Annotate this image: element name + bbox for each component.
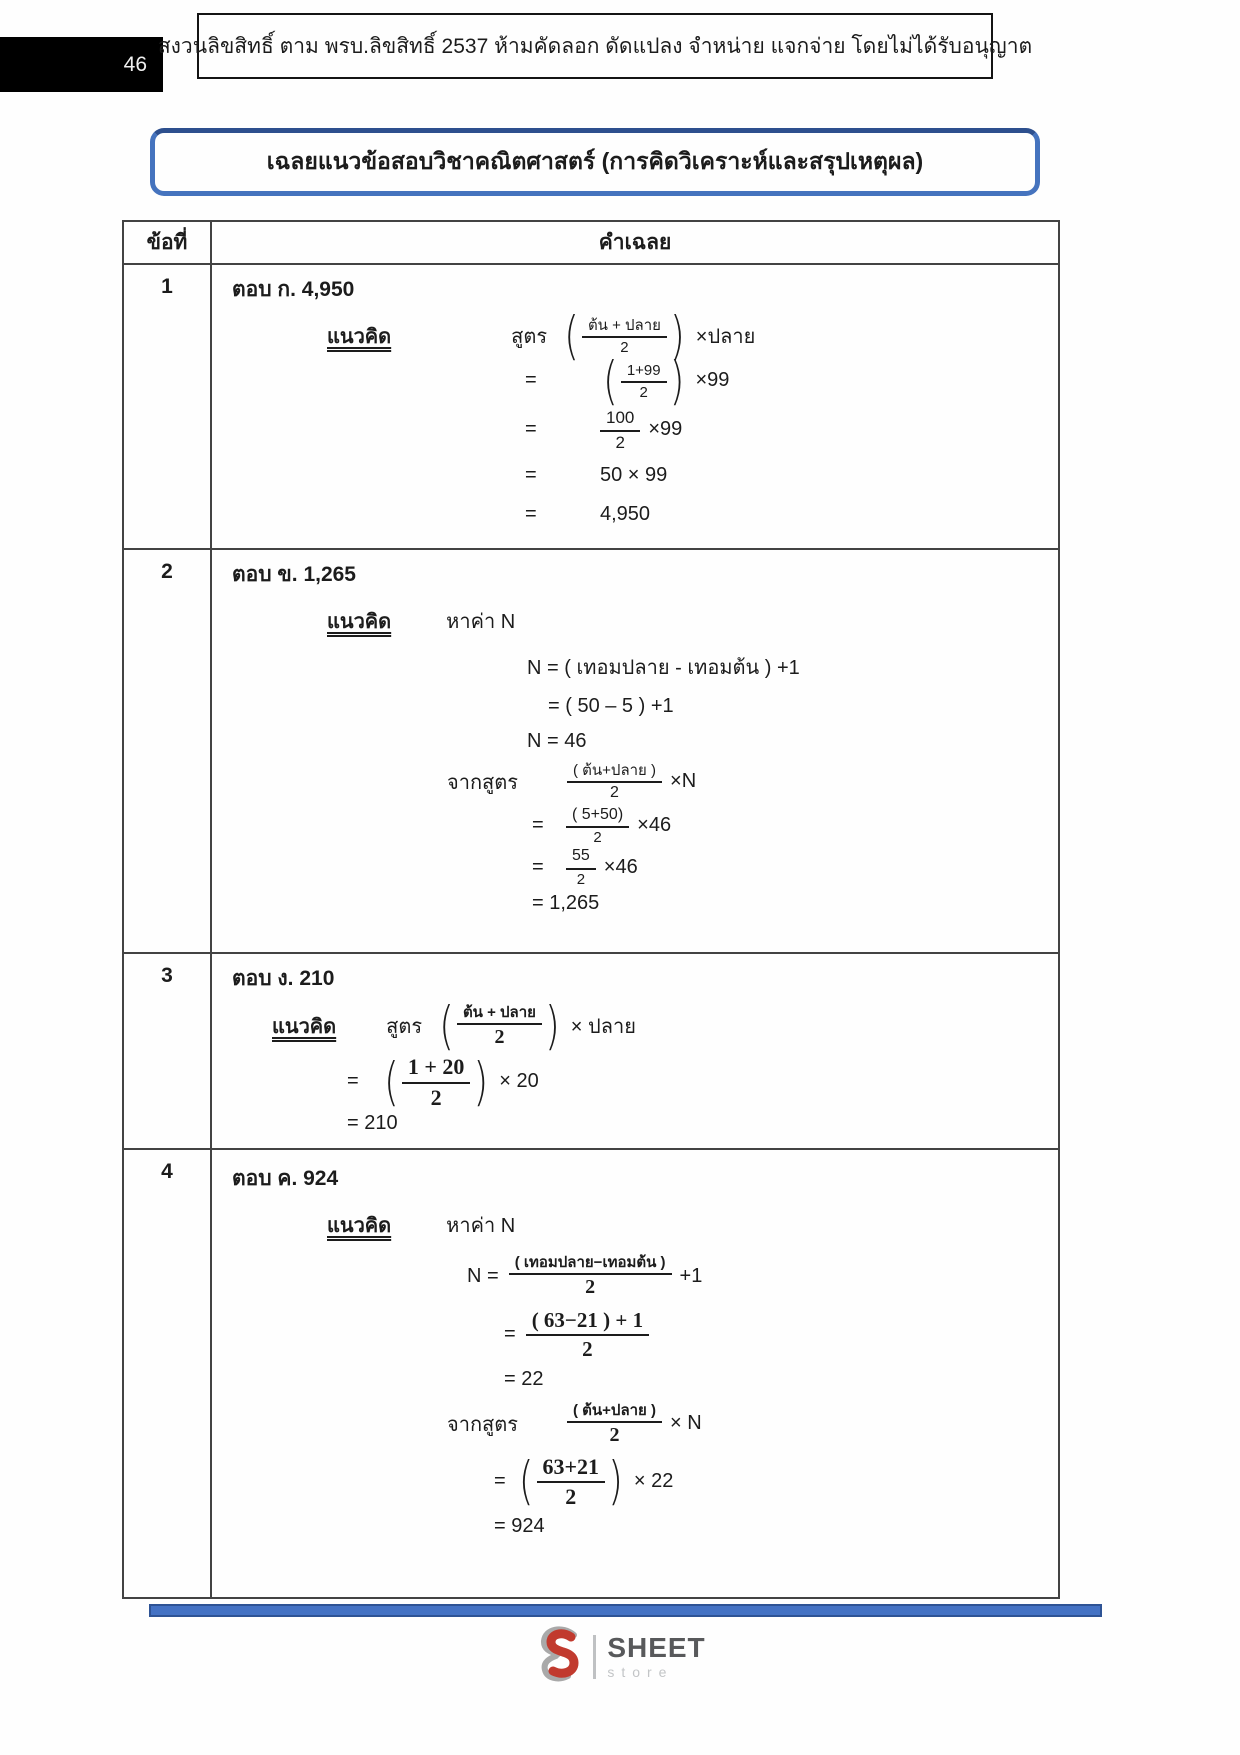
fraction-numerator: ( ต้น+ปลาย ) — [567, 761, 662, 783]
question-number: 3 — [123, 953, 211, 1149]
logo-divider — [593, 1635, 596, 1679]
formula-line — [232, 503, 1048, 526]
formula-line: แนวคิด สูตร ( $\frac{\text{ต้น + ปลาย}}{2}$ ) × ปลาย — [272, 996, 636, 1056]
fraction-denominator: 2 — [610, 784, 619, 802]
formula-line: = ( $\frac{63+21}{2}$ ) × 22 — [494, 1451, 674, 1511]
answer-cell — [211, 1149, 1059, 1598]
formula-label: สูตร — [511, 326, 548, 349]
fraction — [537, 1453, 606, 1510]
logo-sheet-text: SHEET — [607, 1632, 706, 1663]
formula-line — [232, 730, 1048, 753]
col-header-answer: คำเฉลย — [211, 221, 1059, 264]
formula-label: จากสูตร — [447, 771, 518, 794]
formula-line — [232, 761, 1048, 803]
answer-text: ตอบ ง. 210 — [232, 967, 335, 990]
col-header-no: ข้อที่ — [123, 221, 211, 264]
formula-text: = 210 — [347, 1111, 398, 1134]
equals-sign: = — [504, 1322, 516, 1345]
table-header-row — [123, 221, 1059, 264]
formula-text: N = 46 — [527, 730, 587, 752]
fraction — [457, 1003, 542, 1049]
formula-line — [232, 1307, 1048, 1361]
equals-sign: = — [525, 369, 537, 392]
concept-label: แนวคิด — [327, 611, 392, 633]
fraction — [567, 1401, 662, 1447]
formula-text: = ( 50 – 5 ) +1 — [548, 695, 674, 717]
formula-line — [232, 892, 1048, 915]
fraction-denominator: 2 — [593, 829, 602, 847]
formula-after: ×46 — [637, 813, 672, 836]
copyright-notice-box — [157, 13, 1033, 79]
answer-text: ตอบ ข. 1,265 — [232, 563, 356, 586]
equals-sign: = — [525, 418, 537, 441]
formula-line: = ( $\frac{1+99}{2}$ ) ×99 — [525, 351, 730, 411]
formula-after: × 20 — [499, 1070, 539, 1093]
formula-line — [232, 1368, 1048, 1391]
page-title: เฉลยแนวข้อสอบวิชาคณิตศาสตร์ (การคิดวิเคราะห์และสรุปเหตุผล) — [266, 148, 924, 174]
formula-text: = 924 — [494, 1515, 545, 1538]
formula-after: × N — [670, 1412, 702, 1435]
fraction-denominator: 2 — [576, 870, 586, 888]
fraction-denominator: 2 — [582, 1337, 593, 1362]
formula-text: 50 × 99 — [600, 464, 668, 487]
equals-sign: = — [347, 1070, 359, 1093]
formula-line — [232, 1112, 1048, 1135]
equals-sign: = — [525, 464, 537, 487]
fraction-numerator: ( 63−21 ) + 1 — [526, 1307, 649, 1336]
fraction — [566, 805, 629, 847]
concept-label: แนวคิด — [272, 1016, 337, 1039]
formula-text: = 22 — [504, 1367, 544, 1390]
copyright-text: สงวนลิขสิทธิ์ ตาม พรบ.ลิขสิทธิ์ 2537 ห้ามคัดลอก ดัดแปลง จำหน่าย แจกจ่าย โดยไม่ได้รับอนุญาต — [157, 34, 1033, 58]
fraction-denominator: 2 — [430, 1084, 442, 1110]
table-row-3 — [123, 953, 1059, 1149]
formula-after: +1 — [679, 1264, 703, 1287]
formula-after: ×N — [670, 770, 697, 793]
formula-line — [232, 464, 1048, 487]
formula-after: × ปลาย — [570, 1016, 636, 1039]
equals-sign: N = — [467, 1264, 499, 1287]
equals-sign: = — [532, 813, 544, 836]
question-number: 4 — [123, 1149, 211, 1598]
formula-text: 4,950 — [600, 503, 651, 526]
question-number: 1 — [123, 264, 211, 549]
formula-line — [232, 846, 1048, 888]
fraction-numerator: 100 — [600, 407, 640, 432]
fraction — [582, 316, 667, 357]
concept-intro: หาค่า N — [446, 1215, 516, 1237]
page-title-box — [150, 128, 1040, 196]
formula-line — [232, 1253, 1048, 1299]
formula-after: ×99 — [695, 369, 730, 392]
concept-line — [232, 1209, 1048, 1241]
formula-line — [232, 805, 1048, 847]
answer-cell — [211, 264, 1059, 549]
logo-text-block — [607, 1634, 705, 1679]
formula-line — [232, 695, 1048, 718]
answer-text: ตอบ ค. 924 — [232, 1167, 339, 1190]
fraction-numerator: ต้น + ปลาย — [457, 1003, 542, 1025]
fraction-denominator: 2 — [494, 1026, 505, 1049]
page-number: 46 — [123, 52, 147, 76]
fraction — [566, 846, 596, 888]
formula-line — [232, 651, 1048, 683]
formula-text: N = ( เทอมปลาย - เทอมต้น ) +1 — [527, 657, 800, 679]
formula-label: จากสูตร — [447, 1413, 518, 1436]
fraction-denominator: 2 — [615, 432, 625, 452]
answer-text: ตอบ ก. 4,950 — [232, 278, 355, 301]
footer-divider-bar — [149, 1604, 1102, 1617]
fraction — [509, 1253, 672, 1299]
sheet-store-logo-icon — [534, 1626, 582, 1687]
table-row-1 — [123, 264, 1059, 549]
table-row-2 — [123, 549, 1059, 953]
concept-intro: หาค่า N — [446, 611, 516, 633]
fraction-numerator: 1+99 — [621, 361, 667, 383]
formula-line: = ( $\frac{1 + 20}{2}$ ) × 20 — [347, 1051, 539, 1112]
fraction-numerator: 55 — [566, 846, 596, 869]
fraction — [567, 761, 662, 803]
answer-cell — [211, 549, 1059, 953]
formula-after: ×ปลาย — [695, 326, 756, 349]
fraction — [600, 407, 640, 452]
page-number-box — [0, 37, 163, 92]
fraction-denominator: 2 — [639, 383, 648, 401]
formula-line — [232, 1515, 1048, 1538]
fraction-denominator: 2 — [620, 339, 629, 357]
table-row-4 — [123, 1149, 1059, 1598]
fraction-numerator: ต้น + ปลาย — [582, 316, 667, 338]
formula-line — [232, 1401, 1048, 1447]
fraction — [402, 1053, 471, 1110]
logo-store-text: store — [607, 1664, 674, 1680]
formula-after: ×46 — [603, 855, 638, 878]
equals-sign: = — [525, 503, 537, 526]
fraction-numerator: ( 5+50) — [566, 805, 629, 828]
fraction-denominator: 2 — [585, 1276, 596, 1299]
footer-logo — [0, 1626, 1240, 1687]
question-number: 2 — [123, 549, 211, 953]
fraction — [526, 1307, 649, 1361]
fraction-numerator: ( เทอมปลาย−เทอมต้น ) — [509, 1253, 672, 1275]
formula-label: สูตร — [386, 1016, 423, 1039]
fraction-numerator: 63+21 — [537, 1453, 606, 1483]
answers-table — [122, 220, 1060, 1599]
fraction-denominator: 2 — [565, 1484, 577, 1510]
fraction-numerator: ( ต้น+ปลาย ) — [567, 1401, 662, 1423]
equals-sign: = — [494, 1469, 506, 1492]
fraction — [621, 361, 667, 402]
answer-cell — [211, 953, 1059, 1149]
equals-sign: = — [532, 855, 544, 878]
concept-line — [232, 605, 1048, 637]
formula-after: × 22 — [633, 1469, 674, 1492]
fraction-denominator: 2 — [609, 1423, 620, 1446]
formula-text: = 1,265 — [532, 891, 600, 914]
concept-label: แนวคิด — [327, 1215, 392, 1237]
formula-line: แนวคิด สูตร ( $\frac{\text{ต้น + ปลาย}}{2}$ ) ×ปลาย — [327, 306, 756, 366]
formula-after: ×99 — [648, 418, 683, 441]
formula-line — [232, 407, 1048, 452]
concept-label: แนวคิด — [327, 326, 392, 349]
fraction-numerator: 1 + 20 — [402, 1053, 471, 1083]
